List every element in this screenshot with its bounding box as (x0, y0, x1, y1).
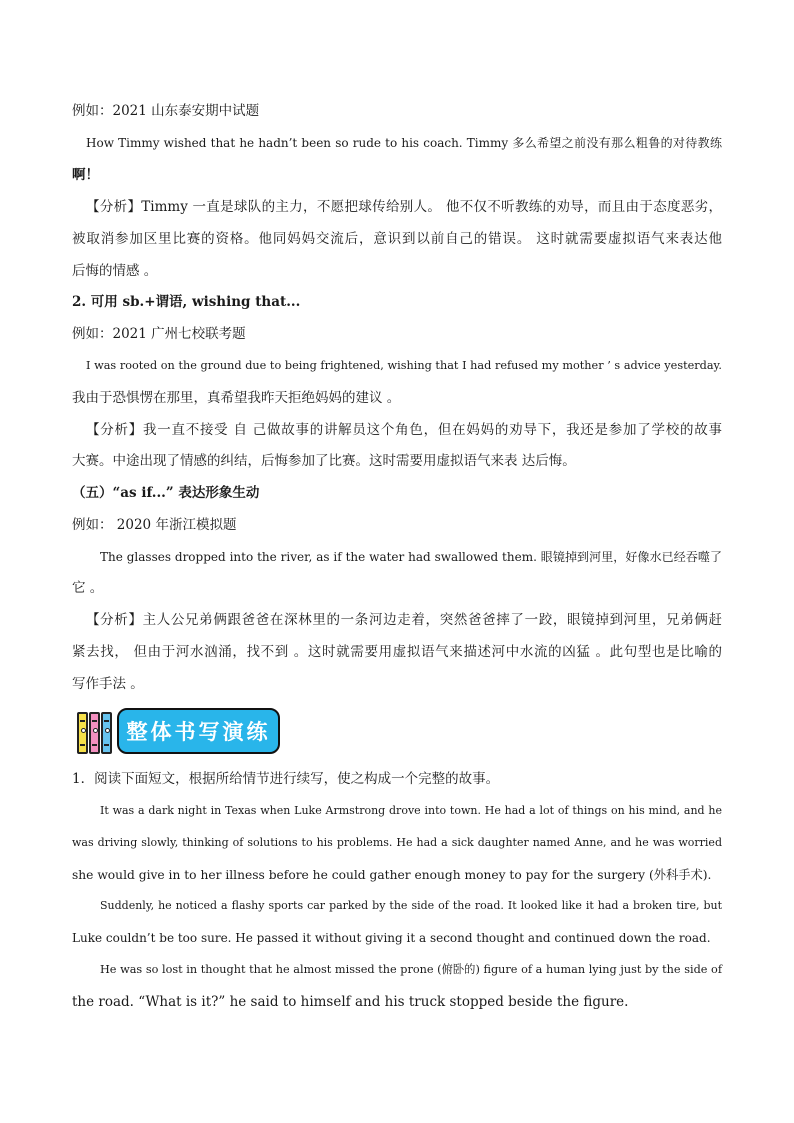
example-sentence-3: The glasses dropped into the river, as if the water had swallowed them. 眼镜掉到河里，好像水已经吞噬了 (100, 550, 722, 564)
example-sentence-1: How Timmy wished that he hadn’t been so rude to his coach. Timmy 多么希望之前没有那么粗鲁的对待教练 (86, 136, 722, 150)
section-heading-5: （五）“as if...” 表达形象生动 (72, 485, 260, 501)
analysis-3-line-1: 【分析】主人公兄弟俩跟爸爸在深林里的一条河边走着，突然爸爸摔了一跤，眼镜掉到河里，兄弟俩赶 (86, 612, 722, 628)
story-p1-line-3: she would give in to her illness before he could gather enough money to pay for the surgery (外科手术). (72, 868, 712, 882)
analysis-1-line-3: 后悔的情感 。 (72, 263, 158, 279)
example-source-1: 例如：2021 山东泰安期中试题 (72, 103, 260, 119)
analysis-3-line-2: 紧去找， 但由于河水汹涌，找不到 。这时就需要用虚拟语气来描述河中水流的凶猛 。此句型也是比喻的 (72, 644, 722, 660)
analysis-2-line-2: 大赛。中途出现了情感的纠结，后悔参加了比赛。这时需要用虚拟语气来表 达后悔。 (72, 453, 576, 469)
analysis-1-line-1: 【分析】Timmy 一直是球队的主力，不愿把球传给别人。 他不仅不听教练的劝导，而且由于态度恶劣， (86, 199, 722, 215)
example-sentence-2: I was rooted on the ground due to being frightened, wishing that I had refused my mother ’ s advice yesterday. (86, 359, 722, 372)
books-icon (77, 708, 119, 754)
example-translation-2: 我由于恐惧愣在那里，真希望我昨天拒绝妈妈的建议 。 (72, 390, 401, 406)
section-banner (77, 706, 282, 758)
analysis-2-line-1: 【分析】我一直不接受 自 己做故事的讲解员这个角色，但在妈妈的劝导下，我还是参加了学校的故事 (86, 422, 722, 438)
analysis-3-line-3: 写作手法 。 (72, 676, 144, 692)
example-sentence-3-end: 它 。 (72, 580, 104, 596)
story-p1-line-1: It was a dark night in Texas when Luke Armstrong drove into town. He had a lot of things on his mind, and he (100, 804, 722, 817)
example-sentence-1-end: 啊！ (72, 167, 99, 183)
example-source-2: 例如：2021 广州七校联考题 (72, 326, 246, 342)
story-p3-line-2: the road. “What is it?” he said to himself and his truck stopped beside the figure. (72, 994, 629, 1010)
story-p2-line-2: Luke couldn’t be too sure. He passed it without giving it a second thought and continued down the road. (72, 931, 711, 945)
example-source-3: 例如： 2020 年浙江模拟题 (72, 517, 237, 533)
exercise-instruction: 1．阅读下面短文，根据所给情节进行续写，使之构成一个完整的故事。 (72, 771, 500, 787)
banner-title: 整体书写演练 (117, 708, 280, 754)
story-p1-line-2: was driving slowly, thinking of solutions to his problems. He had a sick daughter named Anne, and he was worried (72, 836, 722, 849)
story-p3-line-1: He was so lost in thought that he almost missed the prone (俯卧的) figure of a human lying just by the side of (100, 963, 722, 976)
story-p2-line-1: Suddenly, he noticed a flashy sports car parked by the side of the road. It looked like it had a broken tire, but (100, 899, 722, 912)
section-heading-2: 2. 可用 sb.+谓语, wishing that... (72, 294, 301, 310)
analysis-1-line-2: 被取消参加区里比赛的资格。他同妈妈交流后，意识到以前自己的错误。 这时就需要虚拟语气来表达他 (72, 231, 722, 247)
